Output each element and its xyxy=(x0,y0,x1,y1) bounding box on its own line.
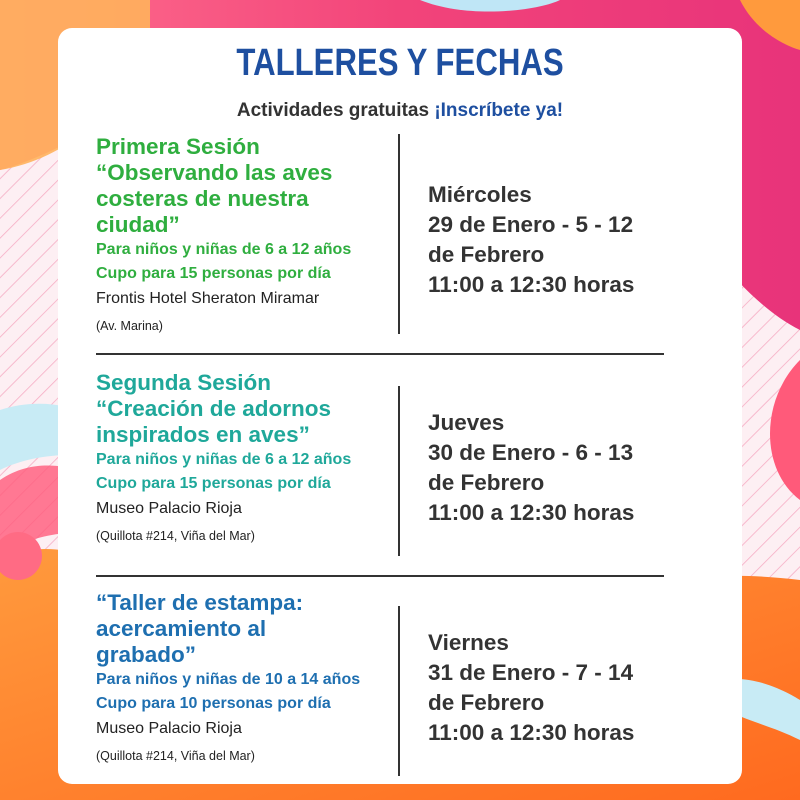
dates-line: 30 de Enero - 6 - 13 xyxy=(428,440,634,465)
session-2-details xyxy=(96,370,386,550)
age-range: Para niños y niñas de 6 a 12 años xyxy=(96,451,352,468)
weekday: Miércoles xyxy=(428,182,532,207)
session-title-line: “Taller de estampa: xyxy=(96,590,304,615)
address: (Av. Marina) xyxy=(96,319,163,333)
dates-line: de Febrero xyxy=(428,690,545,715)
weekday: Viernes xyxy=(428,630,509,655)
time: 11:00 a 12:30 horas xyxy=(428,500,635,525)
session-title-line: costeras de nuestra xyxy=(96,186,309,211)
session-title-line: “Observando las aves xyxy=(96,160,333,185)
venue: Museo Palacio Rioja xyxy=(96,500,242,517)
capacity: Cupo para 10 personas por día xyxy=(96,695,331,712)
session-title-line: ciudad” xyxy=(96,212,180,237)
info-card xyxy=(58,28,742,784)
session-title-line: Primera Sesión xyxy=(96,134,260,159)
capacity: Cupo para 15 personas por día xyxy=(96,265,331,282)
session-title-line: grabado” xyxy=(96,642,197,667)
session-1 xyxy=(96,134,656,346)
session-3 xyxy=(96,590,656,780)
venue: Frontis Hotel Sheraton Miramar xyxy=(96,290,320,307)
column-divider xyxy=(398,134,400,334)
column-divider xyxy=(398,606,400,776)
time: 11:00 a 12:30 horas xyxy=(428,272,635,297)
session-2 xyxy=(96,370,656,570)
address: (Quillota #214, Viña del Mar) xyxy=(96,529,255,543)
session-title-line: acercamiento al xyxy=(96,616,267,641)
subtitle-text: Actividades gratuitas xyxy=(236,100,435,121)
dates-line: 31 de Enero - 7 - 14 xyxy=(428,660,634,685)
session-3-schedule xyxy=(428,628,668,748)
page-title: TALLERES Y FECHAS xyxy=(236,42,564,84)
session-1-details xyxy=(96,134,386,340)
subtitle-accent: ¡Inscríbete ya! xyxy=(434,100,564,121)
column-divider xyxy=(398,386,400,556)
section-divider xyxy=(96,353,664,355)
capacity: Cupo para 15 personas por día xyxy=(96,475,331,492)
dates-line: de Febrero xyxy=(428,242,545,267)
dates-line: 29 de Enero - 5 - 12 xyxy=(428,212,634,237)
age-range: Para niños y niñas de 10 a 14 años xyxy=(96,671,361,688)
dates-line: de Febrero xyxy=(428,470,545,495)
session-title-line: inspirados en aves” xyxy=(96,422,310,447)
section-divider xyxy=(96,575,664,577)
subtitle xyxy=(58,100,742,122)
address: (Quillota #214, Viña del Mar) xyxy=(96,749,255,763)
session-1-schedule xyxy=(428,180,668,300)
weekday: Jueves xyxy=(428,410,505,435)
session-2-schedule xyxy=(428,408,668,528)
session-3-details xyxy=(96,590,386,770)
time: 11:00 a 12:30 horas xyxy=(428,720,635,745)
venue: Museo Palacio Rioja xyxy=(96,720,242,737)
age-range: Para niños y niñas de 6 a 12 años xyxy=(96,241,352,258)
session-title-line: “Creación de adornos xyxy=(96,396,332,421)
session-title-line: Segunda Sesión xyxy=(96,370,272,395)
